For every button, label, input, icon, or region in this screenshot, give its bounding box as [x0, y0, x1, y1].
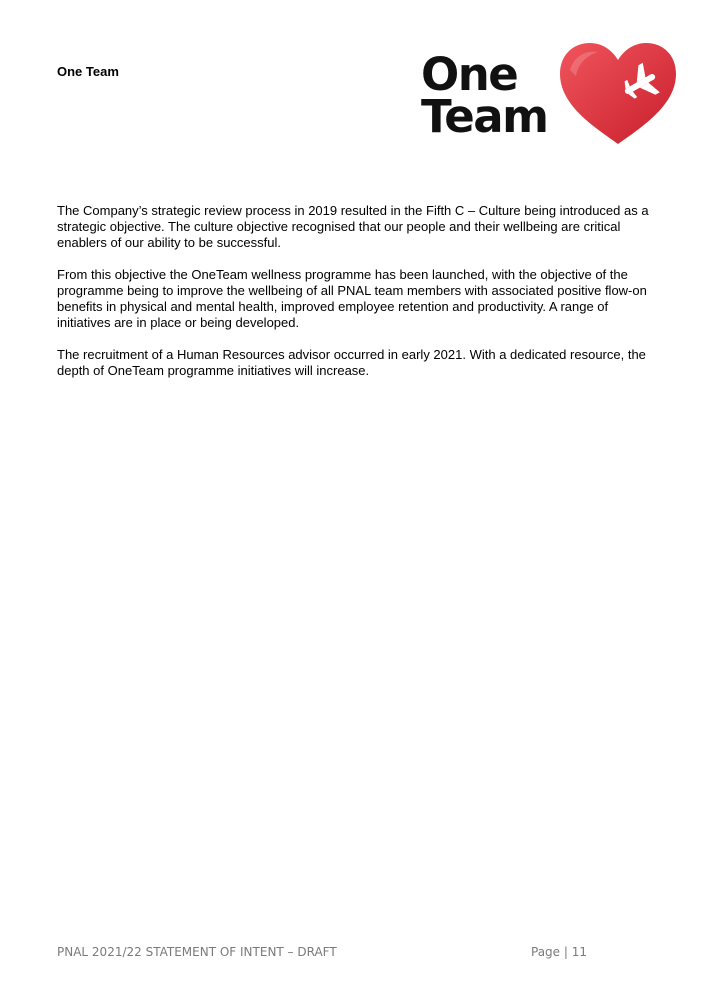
logo-line-one: One [421, 48, 518, 101]
paragraph-hr-advisor: The recruitment of a Human Resources advisor occurred in early 2021. With a dedicated resource, the depth of OneTeam programme initiatives will increase. [57, 347, 646, 378]
logo-line-team: Team [421, 90, 548, 143]
paragraph-strategic-review: The Company’s strategic review process in 2019 resulted in the Fifth C – Culture being introduced as a strategic objective. The culture objective recognised that our people and their wellbeing are critical enablers of our ability to be successful. [57, 203, 649, 250]
section-title: One Team [57, 64, 119, 79]
footer-document-title: PNAL 2021/22 STATEMENT OF INTENT – DRAFT [57, 945, 337, 959]
paragraph-wellness-programme: From this objective the OneTeam wellness programme has been launched, with the objective of the programme being to improve the wellbeing of all PNAL team members with associated positive flow-on benefits in physical and mental health, improved employee retention and productivity. A range of initiatives are in place or being developed. [57, 267, 647, 330]
one-team-logo [418, 40, 680, 148]
heart-airplane-icon [556, 40, 680, 146]
body-text [57, 203, 657, 395]
footer-page-number: Page | 11 [531, 945, 587, 959]
logo-wordmark [421, 48, 548, 143]
